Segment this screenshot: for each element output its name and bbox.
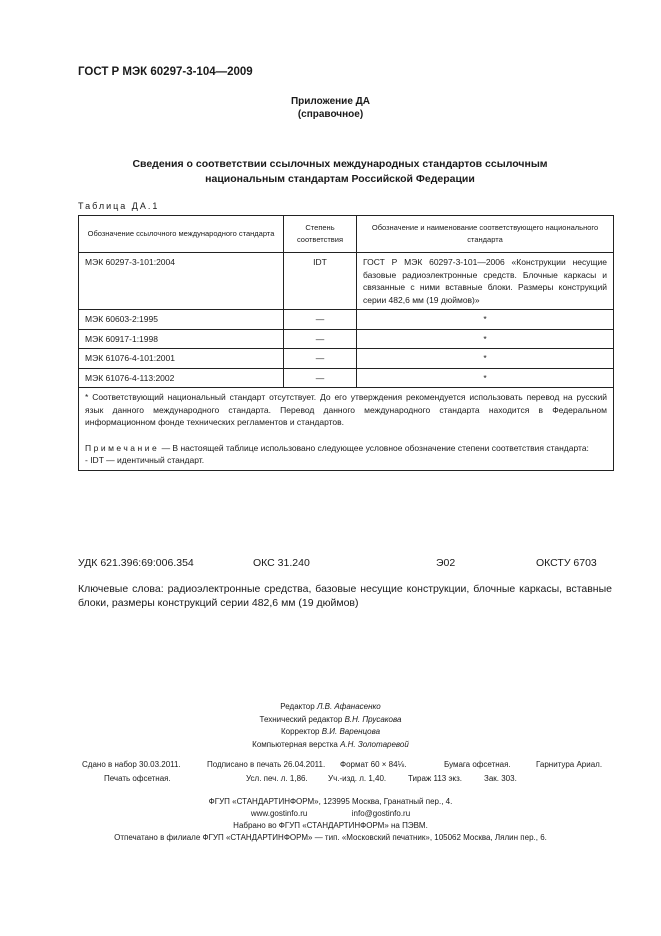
header-degree: Степень соответствия xyxy=(284,216,357,253)
credit-layout: Компьютерная верстка А.Н. Золотаревой xyxy=(252,739,409,749)
note-text: — В настоящей таблице использовано следующее условное обозначение степени соответствия стандарта: xyxy=(159,442,589,453)
cell-ref: МЭК 60917-1:1998 xyxy=(79,329,284,349)
cell-degree: — xyxy=(284,349,357,369)
cell-ref: МЭК 61076-4-101:2001 xyxy=(79,349,284,369)
table-row xyxy=(79,253,614,310)
annex-title: Приложение ДА xyxy=(290,96,371,107)
footnote-text: * Соответствующий национальный стандарт отсутствует. До его утверждения рекомендуется использовать перевод на русский язык данного международного стандарта. Перевод данного международного стандарта находится в Федеральном информационном фонде технических регламентов и стандартов. xyxy=(85,392,607,427)
cell-national: * xyxy=(357,349,614,369)
cell-national: ГОСТ Р МЭК 60297-3-101—2006 «Конструкции несущие базовые радиоэлектронные средств. Блочные каркасы и связанные с ними вставные блоки. Размеры конструкций серии 482,6 мм (19 дюймов)» xyxy=(357,253,614,310)
pub-signed: Подписано в печать 26.04.2011. xyxy=(207,760,326,769)
footer-typeset: Набрано во ФГУП «СТАНДАРТИНФОРМ» на ПЭВМ. xyxy=(233,821,428,830)
pub-pub-sheets: Уч.-изд. л. 1,40. xyxy=(328,774,387,783)
udk-code: УДК 621.396:69:006.354 xyxy=(78,557,194,569)
footer-email: info@gostinfo.ru xyxy=(351,809,411,818)
table-label: Таблица ДА.1 xyxy=(78,201,160,211)
section-title-line2: национальным стандартам Российской Федерации xyxy=(205,173,475,185)
pub-order: Зак. 303. xyxy=(484,774,517,783)
pub-print: Печать офсетная. xyxy=(104,774,171,783)
header-national-standard: Обозначение и наименование соответствующего национального стандарта xyxy=(357,216,614,253)
table-note xyxy=(85,442,607,455)
cell-national: * xyxy=(357,329,614,349)
cell-degree: IDT xyxy=(284,253,357,310)
correspondence-table xyxy=(78,215,614,471)
document-code: ГОСТ Р МЭК 60297-3-104—2009 xyxy=(78,66,253,78)
oks-code: ОКС 31.240 xyxy=(253,557,310,569)
table-row xyxy=(79,368,614,388)
table-row xyxy=(79,349,614,369)
cell-national: * xyxy=(357,310,614,330)
note-item: - IDT — идентичный стандарт. xyxy=(85,455,205,465)
section-title-line1: Сведения о соответствии ссылочных международных стандартов ссылочным xyxy=(132,158,548,170)
footer-address: ФГУП «СТАНДАРТИНФОРМ», 123995 Москва, Гранатный пер., 4. xyxy=(208,797,453,806)
credit-editor: Редактор Л.В. Афанасенко xyxy=(280,702,381,711)
table-header-row xyxy=(79,216,614,253)
note-label: Примечание xyxy=(85,442,160,453)
cell-degree: — xyxy=(284,329,357,349)
footer-site: www.gostinfo.ru xyxy=(250,809,308,818)
pub-typeface: Гарнитура Ариал. xyxy=(536,760,603,769)
annex-subtitle: (справочное) xyxy=(297,109,364,120)
cell-ref: МЭК 60297-3-101:2004 xyxy=(79,253,284,310)
header-ref-standard: Обозначение ссылочного международного стандарта xyxy=(79,216,284,253)
footer-contacts xyxy=(0,808,661,820)
pub-paper: Бумага офсетная. xyxy=(444,760,511,769)
e-code: Э02 xyxy=(436,557,456,569)
cell-national: * xyxy=(357,368,614,388)
cell-ref: МЭК 60603-2:1995 xyxy=(79,310,284,330)
pub-copies: Тираж 113 экз. xyxy=(408,774,463,783)
keywords: Ключевые слова: радиоэлектронные средства, базовые несущие конструкции, блочные каркасы, вставные блоки, размеры конструкций серии 482,6 мм (19 дюймов) xyxy=(78,583,612,609)
publisher-footer xyxy=(0,796,661,844)
footer-printed: Отпечатано в филиале ФГУП «СТАНДАРТИНФОРМ» — тип. «Московский печатник», 105062 Москва, Лялин пер., 6. xyxy=(114,833,547,842)
table-footnote-row xyxy=(79,388,614,471)
cell-degree: — xyxy=(284,368,357,388)
okstu-code: ОКСТУ 6703 xyxy=(536,557,597,569)
table-footnote xyxy=(79,388,614,471)
table-row xyxy=(79,310,614,330)
table-row xyxy=(79,329,614,349)
credits-block xyxy=(0,701,661,751)
pub-sheets: Усл. печ. л. 1,86. xyxy=(246,774,308,783)
cell-degree: — xyxy=(284,310,357,330)
pub-format: Формат 60 × 84⅛. xyxy=(340,760,407,769)
credit-corrector: Корректор В.И. Варенцова xyxy=(280,727,381,736)
credit-tech-editor: Технический редактор В.Н. Прусакова xyxy=(259,714,402,724)
pub-sent: Сдано в набор 30.03.2011. xyxy=(82,760,181,769)
cell-ref: МЭК 61076-4-113:2002 xyxy=(79,368,284,388)
